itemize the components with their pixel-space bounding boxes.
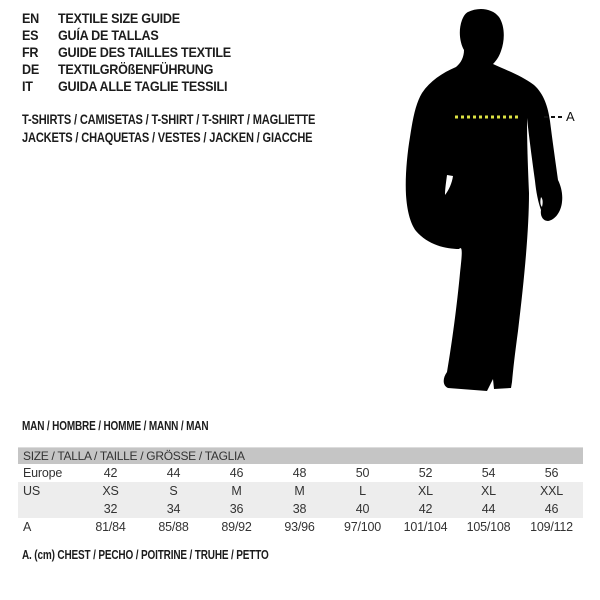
category-list [22,111,315,147]
row-label [18,500,79,518]
size-value: L [359,484,366,498]
language-row [22,78,231,95]
size-value: 44 [166,466,181,480]
size-value: XS [102,484,119,498]
size-value: XL [481,484,496,498]
language-label: GUÍA DE TALLAS [58,27,159,43]
body-path [406,9,563,391]
language-label: GUIDE DES TAILLES TEXTILE [58,44,231,60]
size-value: 105/108 [466,520,511,534]
size-value: 48 [292,466,307,480]
measurement-label-a: A [566,109,575,124]
size-value: 34 [166,502,181,516]
row-label: Europe [23,466,63,480]
table-row-us [18,482,583,500]
size-value: 54 [481,466,496,480]
size-value: 44 [481,502,496,516]
language-list [22,10,231,95]
size-value: 46 [544,502,559,516]
language-code: IT [22,78,33,94]
table-row-numeric [18,500,583,518]
category-jackets: JACKETS / CHAQUETAS / VESTES / JACKEN / GIACCHE [22,130,313,145]
row-label: US [23,484,40,498]
language-label: TEXTILE SIZE GUIDE [58,10,180,26]
size-value: XL [418,484,433,498]
category-tshirts: T-SHIRTS / CAMISETAS / T-SHIRT / T-SHIRT / MAGLIETTE [22,112,316,127]
table-header: SIZE / TALLA / TAILLE / GRÖSSE / TAGLIA [18,447,583,464]
language-code: FR [22,44,39,60]
language-code: EN [22,10,39,26]
size-value: 32 [103,502,118,516]
size-value: XXL [539,484,564,498]
language-label: GUIDA ALLE TAGLIE TESSILI [58,78,228,94]
language-row [22,27,231,44]
table-row-chest-a [18,518,583,536]
size-value: 85/88 [158,520,189,534]
size-value: 40 [355,502,370,516]
man-silhouette [398,5,583,395]
footnote-chest: A. (cm) CHEST / PECHO / POITRINE / TRUHE / PETTO [22,548,269,562]
size-value: 93/96 [284,520,315,534]
size-value: S [169,484,178,498]
section-title-man: MAN / HOMBRE / HOMME / MANN / MAN [22,419,209,433]
size-value: 42 [418,502,433,516]
size-value: 46 [229,466,244,480]
size-value: 42 [103,466,118,480]
size-value: 89/92 [221,520,252,534]
language-code: ES [22,27,39,43]
language-label: TEXTILGRÖßENFÜHRUNG [58,61,214,77]
size-table [18,447,583,536]
row-label: A [23,520,32,534]
size-value: 38 [292,502,307,516]
size-value: 101/104 [403,520,448,534]
language-row [22,44,231,61]
size-value: M [294,484,305,498]
size-value: M [231,484,242,498]
man-silhouette-svg [398,5,583,395]
size-value: 50 [355,466,370,480]
size-value: 56 [544,466,559,480]
language-code: DE [22,61,39,77]
language-row [22,61,231,78]
size-value: 36 [229,502,244,516]
size-value: 81/84 [95,520,126,534]
size-value: 97/100 [343,520,382,534]
size-value: 109/112 [530,520,573,534]
language-row [22,10,231,27]
table-row-europe [18,464,583,482]
size-value: 52 [418,466,433,480]
